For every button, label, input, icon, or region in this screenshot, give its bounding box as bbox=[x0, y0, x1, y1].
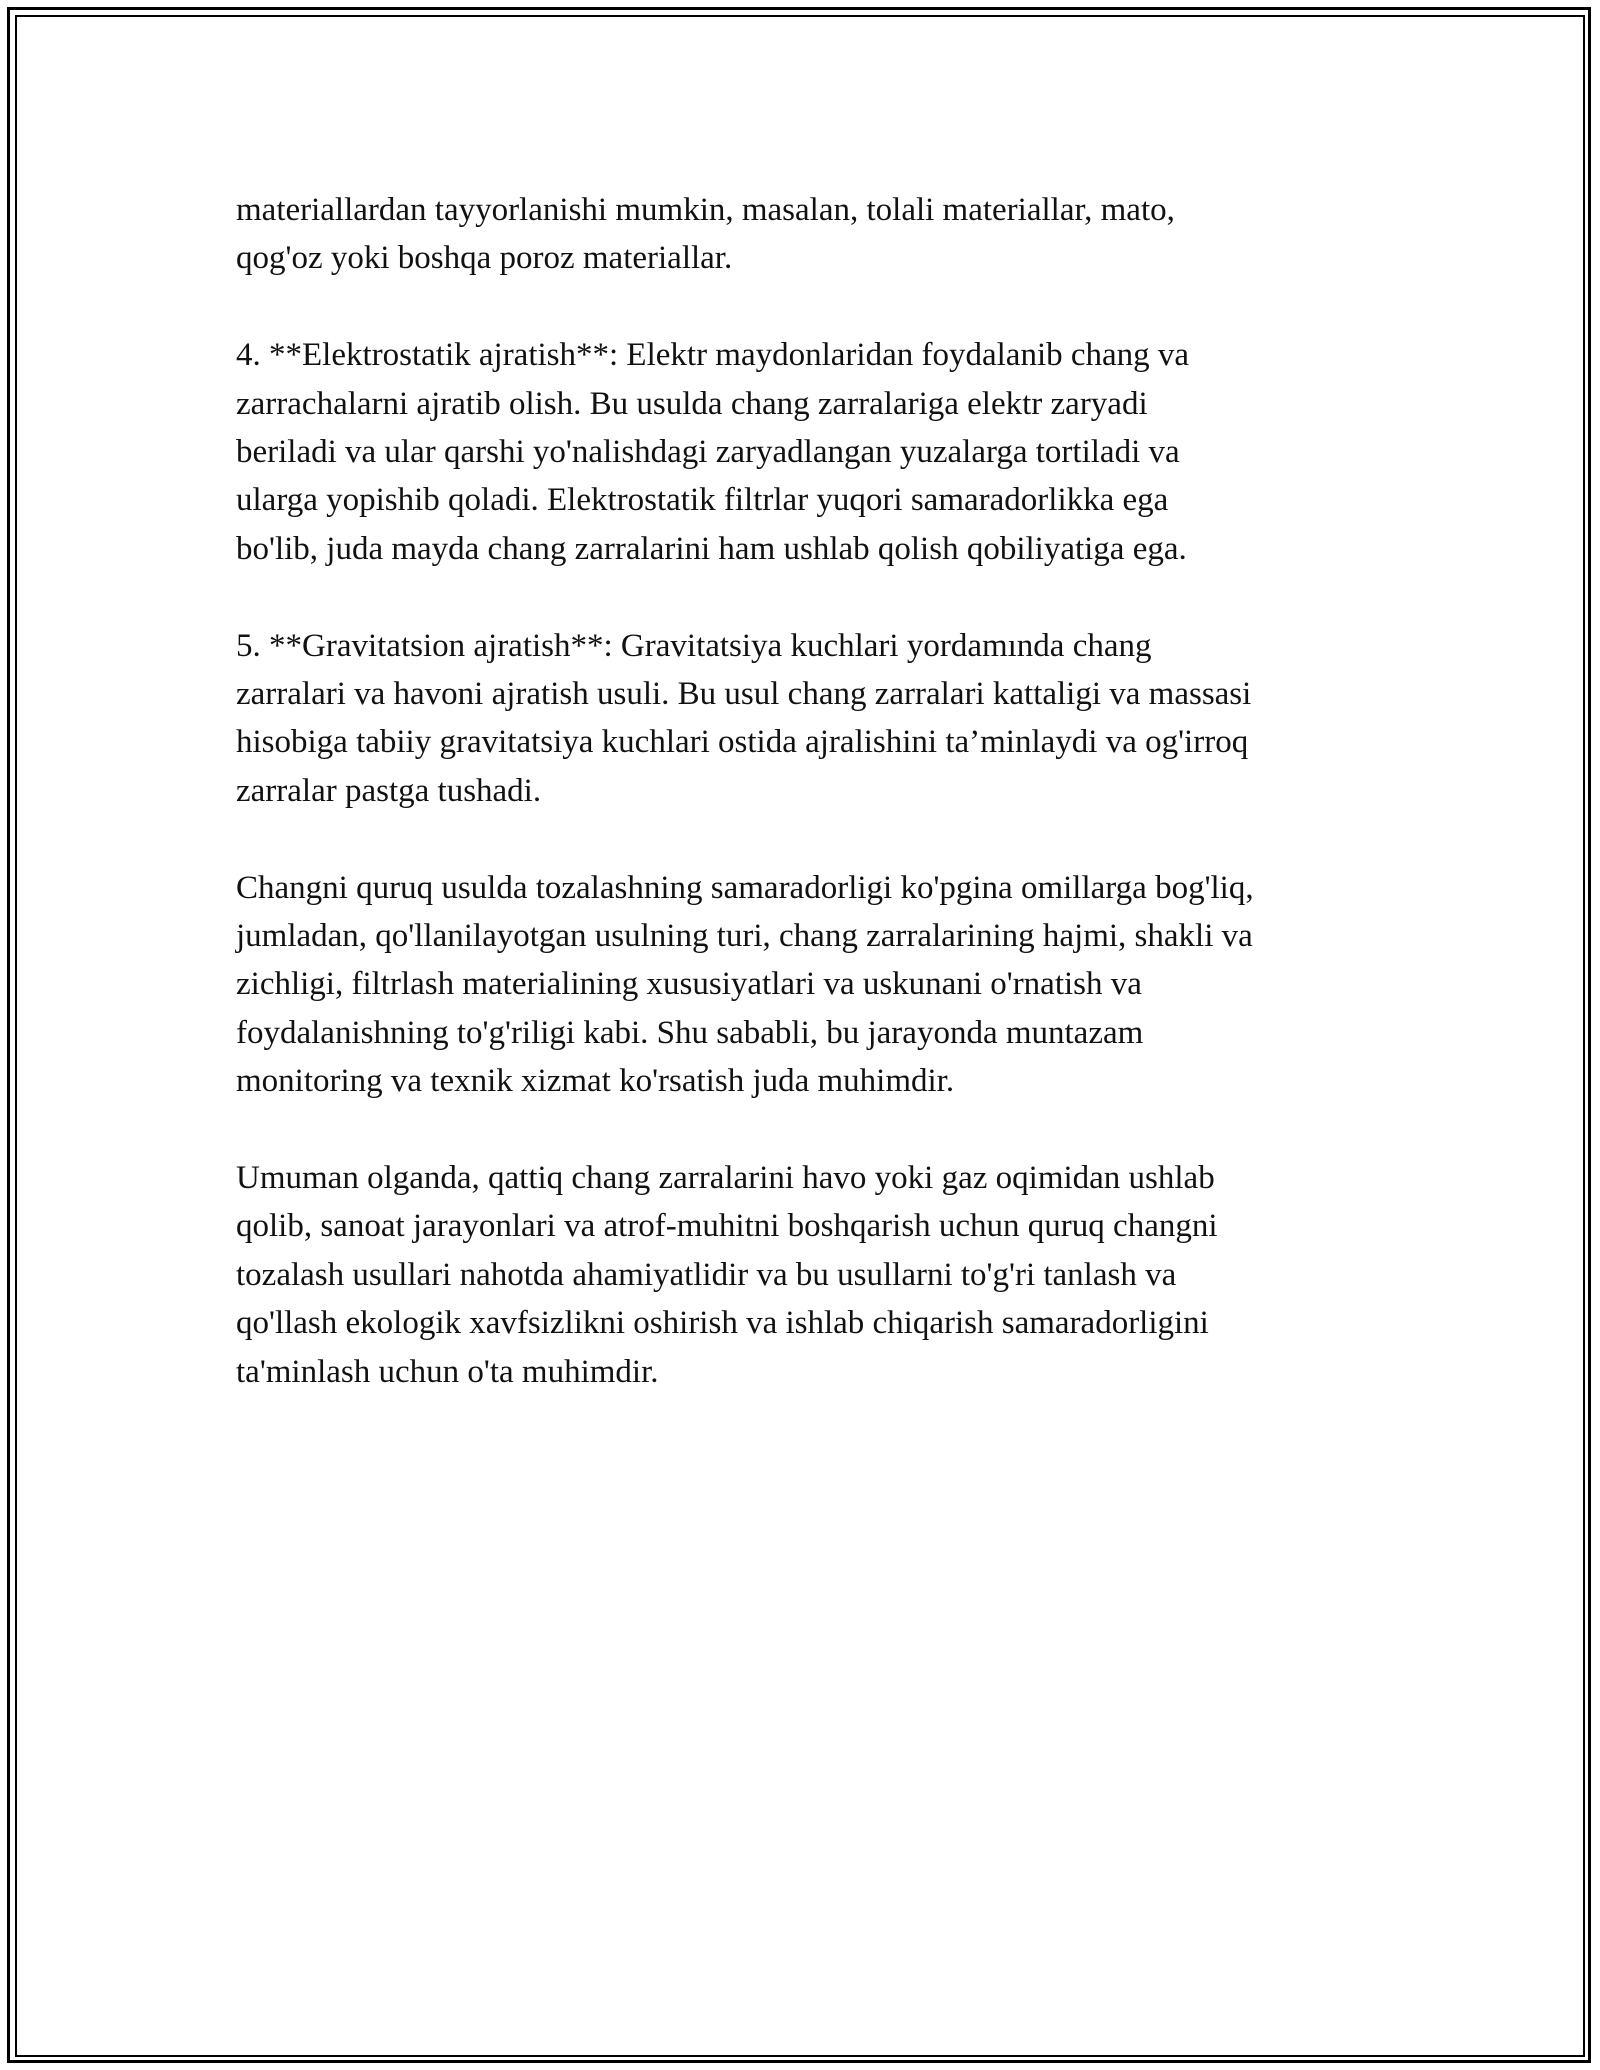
paragraph-materials-continuation: materiallardan tayyorlanishi mumkin, masalan, tolali materiallar, mato, qog'oz yoki boshqa poroz materiallar. bbox=[236, 192, 1175, 277]
paragraph-conclusion: Umuman olganda, qattiq chang zarralarini havo yoki gaz oqimidan ushlab qolib, sanoat jarayonlari va atrof-muhitni boshqarish uchun quruq changni tozalash usullari nahotda ahamiyatlidir va bu usullarni to'g'ri tanlash va qo'llash ekologik xavfsizlikni oshirish va ishlab chiqarish samaradorligini ta'minlash uchun o'ta muhimdir. bbox=[236, 1160, 1218, 1390]
paragraph-efficiency-factors: Changni quruq usulda tozalashning samaradorligi ko'pgina omillarga bog'liq, jumladan, qo'llanilayotgan usulning turi, chang zarralarining hajmi, shakli va zichligi, filtrlash materialining xususiyatlari va uskunani o'rnatish va foydalanishning to'g'riligi kabi. Shu sababli, bu jarayonda muntazam monitoring va texnik xizmat ko'rsatish juda muhimdir. bbox=[236, 869, 1254, 1100]
document-body bbox=[236, 186, 1396, 1444]
paragraph-gravitational-separation: 5. **Gravitatsion ajratish**: Gravitatsiya kuchlari yordamında chang zarralari va havoni ajratish usuli. Bu usul chang zarralari kattaligi va massasi hisobiga tabiiy gravitatsiya kuchlari ostida ajralishini ta’minlaydi va og'irroq zarralar pastga tushadi. bbox=[236, 627, 1252, 809]
paragraph-electrostatic-separation: 4. **Elektrostatik ajratish**: Elektr maydonlaridan foydalanib chang va zarrachalarni ajratib olish. Bu usulda chang zarralariga elektr zaryadi beriladi va ular qarshi yo'nalishdagi zaryadlangan yuzalarga tortiladi va ularga yopishib qoladi. Elektrostatik filtrlar yuqori samaradorlikka ega bo'lib, juda mayda chang zarralarini ham ushlab qolish qobiliyatiga ega. bbox=[236, 337, 1190, 567]
